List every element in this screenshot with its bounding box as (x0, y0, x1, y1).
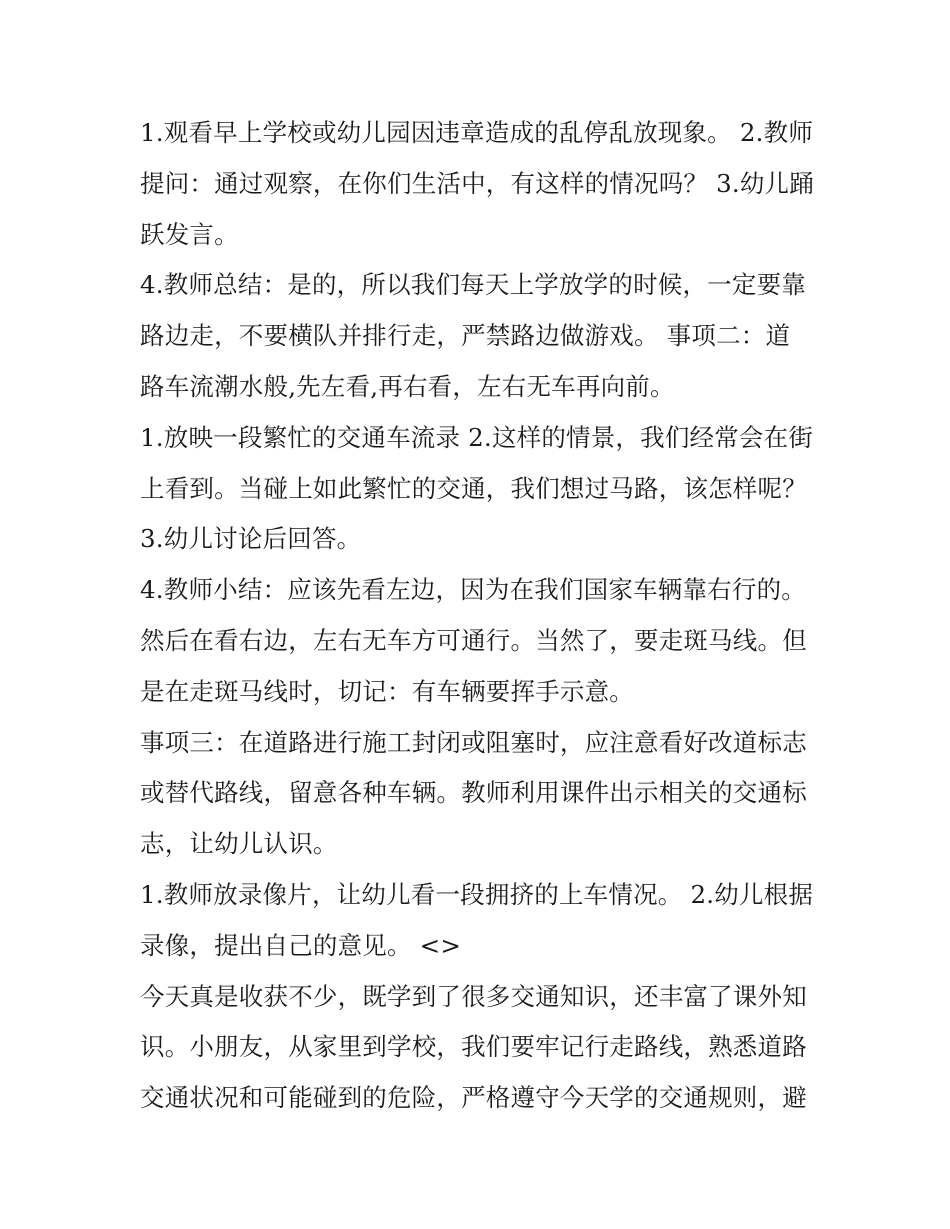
text-line: 3.幼儿讨论后回答。 (140, 524, 362, 554)
text-line: 上看到。当碰上如此繁忙的交通，我们想过马路，该怎样呢？ (140, 473, 807, 503)
text-line: 录像，提出自己的意见。 <> (140, 930, 462, 960)
text-line: 1.放映一段繁忙的交通车流录 2.这样的情景，我们经常会在街 (140, 422, 814, 452)
text-line: 志，让幼儿认识。 (140, 829, 338, 859)
text-line: 然后在看右边，左右无车方可通行。当然了，要走斑马线。但 (140, 625, 807, 655)
document-body (140, 108, 820, 1124)
text-line: 4.教师小结：应该先看左边，因为在我们国家车辆靠右行的。 (140, 575, 806, 605)
text-line: 是在走斑马线时，切记：有车辆要挥手示意。 (140, 676, 634, 706)
text-line: 今天真是收获不少，既学到了很多交通知识，还丰富了课外知 (140, 981, 807, 1011)
text-line: 识。小朋友，从家里到学校，我们要牢记行走路线，熟悉道路 (140, 1032, 807, 1062)
text-line: 提问：通过观察，在你们生活中，有这样的情况吗？ 3.幼儿踊 (140, 168, 814, 198)
text-line: 交通状况和可能碰到的危险，严格遵守今天学的交通规则，避 (140, 1083, 807, 1113)
text-line: 路边走，不要横队并排行走，严禁路边做游戏。 事项二：道 (140, 321, 791, 351)
text-line: 1.观看早上学校或幼儿园因违章造成的乱停乱放现象。 2.教师 (140, 118, 814, 147)
text-line: 事项三：在道路进行施工封闭或阻塞时，应注意看好改道标志 (140, 727, 807, 757)
text-line: 1.教师放录像片，让幼儿看一段拥挤的上车情况。 2.幼儿根据 (140, 879, 814, 909)
text-line: 路车流潮水般,先左看,再右看，左右无车再向前。 (140, 371, 675, 401)
text-line: 4.教师总结：是的，所以我们每天上学放学的时候，一定要靠 (140, 270, 806, 300)
text-line: 或替代路线，留意各种车辆。教师利用课件出示相关的交通标 (140, 778, 807, 808)
text-line: 跃发言。 (140, 219, 239, 249)
